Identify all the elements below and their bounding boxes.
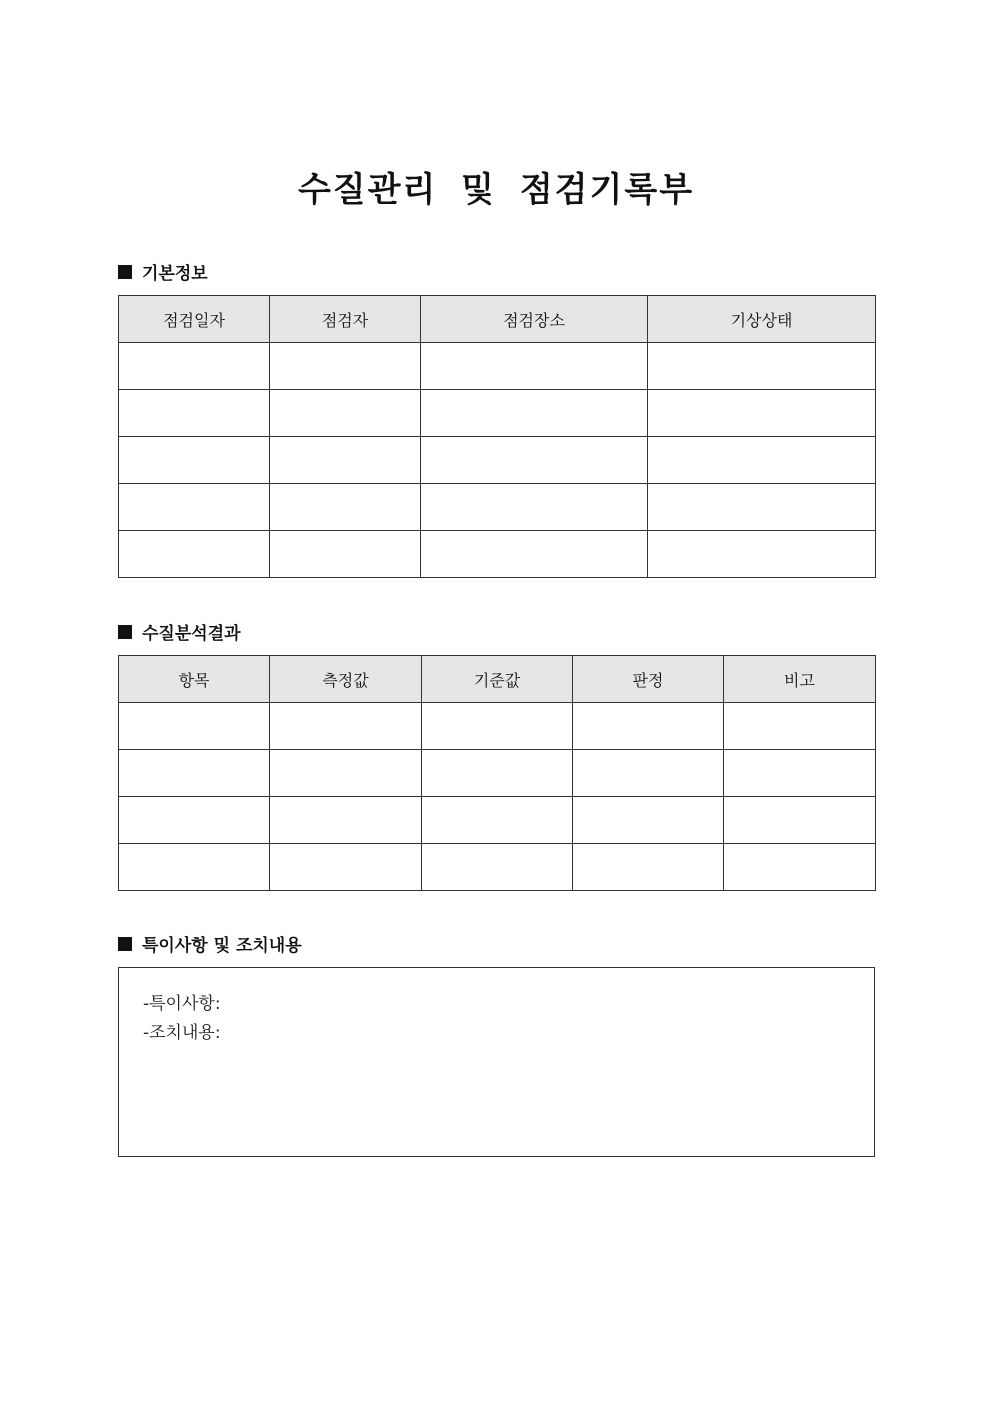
table-cell[interactable] (119, 531, 270, 578)
column-header-standard-value: 기준값 (422, 656, 573, 703)
special-notes-line: -특이사항: (143, 994, 221, 1014)
column-header-inspection-location: 점검장소 (421, 296, 648, 343)
table-row (119, 343, 876, 390)
column-header-weather: 기상상태 (648, 296, 876, 343)
table-cell[interactable] (421, 531, 648, 578)
column-header-remarks: 비고 (724, 656, 876, 703)
table-cell[interactable] (573, 703, 724, 750)
notes-textarea[interactable] (118, 967, 875, 1157)
table-cell[interactable] (724, 844, 876, 891)
table-cell[interactable] (270, 484, 421, 531)
table-cell[interactable] (119, 437, 270, 484)
table-cell[interactable] (421, 343, 648, 390)
table-row (119, 844, 876, 891)
table-row (119, 484, 876, 531)
table-cell[interactable] (119, 750, 270, 797)
table-cell[interactable] (421, 437, 648, 484)
table-cell[interactable] (648, 390, 876, 437)
table-cell[interactable] (573, 844, 724, 891)
table-cell[interactable] (648, 343, 876, 390)
table-cell[interactable] (724, 797, 876, 844)
table-cell[interactable] (648, 484, 876, 531)
column-header-judgment: 판정 (573, 656, 724, 703)
table-cell[interactable] (119, 797, 270, 844)
section-heading-notes (118, 931, 302, 956)
table-cell[interactable] (422, 844, 573, 891)
table-cell[interactable] (422, 750, 573, 797)
table-row (119, 797, 876, 844)
table-row (119, 531, 876, 578)
table-cell[interactable] (119, 484, 270, 531)
actions-taken-line: -조치내용: (143, 1023, 221, 1043)
column-header-inspection-date: 점검일자 (119, 296, 270, 343)
table-cell[interactable] (422, 703, 573, 750)
table-cell[interactable] (270, 703, 422, 750)
table-cell[interactable] (421, 390, 648, 437)
table-cell[interactable] (270, 390, 421, 437)
table-row (119, 390, 876, 437)
section-heading-label: 수질분석결과 (142, 624, 241, 644)
table-row (119, 750, 876, 797)
table-cell[interactable] (270, 797, 422, 844)
section-heading-basic-info (118, 259, 208, 284)
table-header-row (119, 296, 876, 343)
table-cell[interactable] (573, 750, 724, 797)
table-cell[interactable] (724, 750, 876, 797)
table-cell[interactable] (270, 531, 421, 578)
table-cell[interactable] (421, 484, 648, 531)
table-cell[interactable] (270, 437, 421, 484)
square-bullet-icon (118, 265, 132, 279)
table-cell[interactable] (119, 844, 270, 891)
table-cell[interactable] (270, 343, 421, 390)
table-header-row (119, 656, 876, 703)
table-cell[interactable] (119, 343, 270, 390)
page-title: 수질관리 및 점검기록부 (297, 170, 695, 210)
square-bullet-icon (118, 625, 132, 639)
table-cell[interactable] (422, 797, 573, 844)
square-bullet-icon (118, 937, 132, 951)
table-cell[interactable] (573, 797, 724, 844)
section-heading-analysis (118, 619, 241, 644)
column-header-measured-value: 측정값 (270, 656, 422, 703)
column-header-item: 항목 (119, 656, 270, 703)
table-cell[interactable] (648, 437, 876, 484)
table-cell[interactable] (724, 703, 876, 750)
table-row (119, 437, 876, 484)
table-cell[interactable] (648, 531, 876, 578)
table-cell[interactable] (270, 844, 422, 891)
table-row (119, 703, 876, 750)
column-header-inspector: 점검자 (270, 296, 421, 343)
section-heading-label: 기본정보 (142, 264, 208, 284)
table-cell[interactable] (119, 390, 270, 437)
table-cell[interactable] (270, 750, 422, 797)
analysis-table (118, 655, 876, 891)
table-cell[interactable] (119, 703, 270, 750)
section-heading-label: 특이사항 및 조치내용 (142, 936, 302, 956)
basic-info-table (118, 295, 876, 578)
